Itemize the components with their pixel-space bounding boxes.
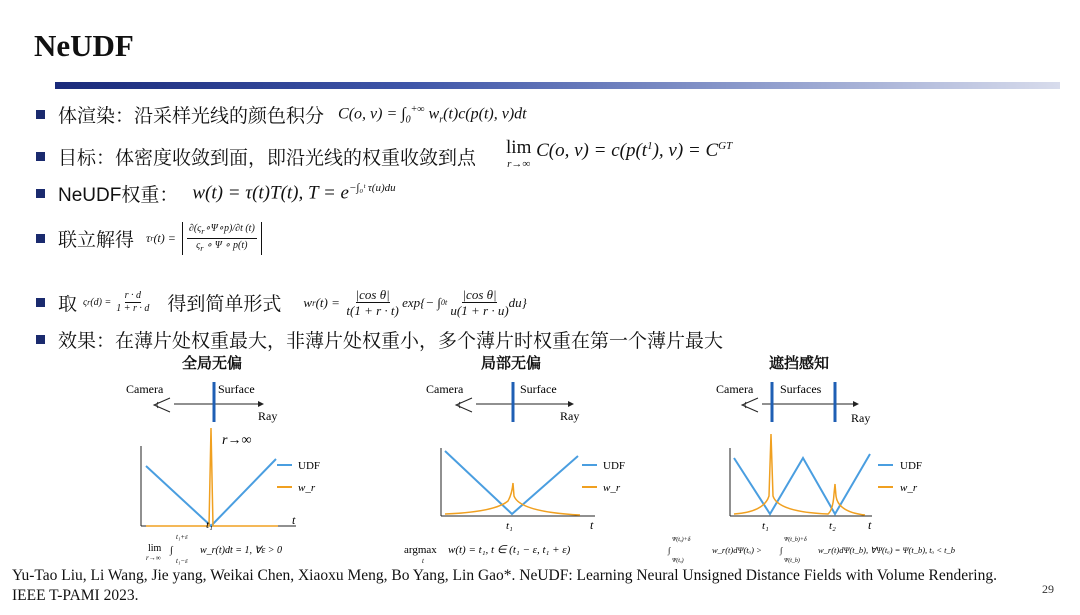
diagram-global-unbiased (118, 376, 333, 566)
weight-curve (734, 434, 865, 515)
svg-text:t₁−ε: t₁−ε (176, 557, 188, 565)
camera-label: Camera (716, 382, 754, 396)
bullet-square-icon (36, 189, 45, 198)
camera-eye-icon (154, 398, 170, 412)
surface-label: Surfaces (780, 382, 822, 396)
bullet-effect (36, 326, 723, 353)
bullet-formula: C(o, $v) = \int_0^{+\infty}$ $w_r(t)c(p(t)$, v)dt (338, 103, 527, 126)
diagram-caption-occlusion-aware: 遮挡感知 (768, 355, 829, 372)
bullet-text-b: 得到简单形式 (167, 294, 282, 315)
svg-text:lim: lim (148, 543, 162, 554)
t1-tick: t₁ (206, 519, 213, 531)
ray-label: Ray (560, 409, 580, 423)
occlusion-aware-formula (667, 536, 955, 564)
camera-lens (157, 402, 158, 408)
t1-tick: t₁ (506, 520, 513, 532)
t1-tick: t₁ (762, 520, 769, 532)
svg-text:r→∞: r→∞ (146, 554, 161, 562)
bullet-square-icon (36, 335, 45, 344)
bullet-take (36, 287, 527, 318)
ray-arrow-icon (568, 401, 574, 407)
local-unbiased-formula (404, 544, 571, 565)
weight-curve (445, 483, 580, 515)
bullet-text: 效果：在薄片处权重最大，非薄片处权重小，多个薄片时权重在第一个薄片最大 (58, 331, 724, 352)
bullet-formula-a: ς r (d) = r · d 1 + r · d (83, 290, 150, 314)
bullet-formula: τ r (t) = $\partial(\varsigma_r\circ\Psi\circ p)/\partial t$ (t) $\varsigma_r$ ∘ Ψ ∘ p(t) (146, 222, 262, 255)
ray-label: Ray (851, 411, 871, 425)
camera-lens (459, 402, 460, 408)
bullet-text: NeUDF权重： (58, 185, 179, 206)
camera-eye-icon (456, 398, 472, 412)
bullet-formula: lim r→∞ C(o, v) = c(p(t $^1$ ), v) = C GT (506, 137, 733, 170)
svg-text:∫: ∫ (668, 545, 671, 555)
surface-label: Surface (218, 382, 255, 396)
udf-curve (734, 454, 870, 514)
bullet-goal (36, 137, 733, 172)
bullet-text: 取 (58, 294, 78, 315)
limit-label: r→∞ (222, 433, 252, 448)
bullet-neudf-weight (36, 180, 396, 207)
svg-text:t: t (422, 557, 424, 565)
camera-label: Camera (126, 382, 164, 396)
legend-udf-label: UDF (603, 460, 626, 472)
svg-text:Ψ(tₐ): Ψ(tₐ) (672, 558, 684, 564)
citation-reference: Yu-Tao Liu, Li Wang, Jie yang, Weikai Chen, Xiaoxu Meng, Bo Yang, Lin Gao*. NeUDF: Learning Neural Unsigned Distance Fields with Volume Rendering. IEEE T-PAMI 2023. (12, 567, 997, 604)
svg-text:w_r(t)dt = 1, ∀ε > 0: w_r(t)dt = 1, ∀ε > 0 (200, 545, 283, 556)
svg-text:Ψ(tₐ)+δ: Ψ(tₐ)+δ (672, 537, 691, 543)
legend-udf-label: UDF (298, 460, 321, 472)
svg-text:Ψ(t_b): Ψ(t_b) (784, 558, 800, 564)
diagram-caption-global-unbiased: 全局无偏 (181, 355, 242, 372)
page-number: 29 (1042, 582, 1054, 596)
camera-label: Camera (426, 382, 464, 396)
bullet-square-icon (36, 234, 45, 243)
svg-text:argmax: argmax (404, 544, 437, 556)
legend-udf-label: UDF (900, 460, 923, 472)
t2-tick: t₂ (829, 520, 836, 532)
bullet-solve (36, 222, 262, 255)
svg-text:∫: ∫ (170, 545, 173, 556)
global-unbiased-formula (146, 533, 282, 565)
bullet-formula: w(t) = τ(t)T(t), $T = e^{-\int_0ᵗ \tau(u)du}$ (192, 182, 396, 204)
camera-eye-icon (742, 398, 758, 412)
title-underline-bar (55, 82, 1060, 89)
camera-lens (745, 402, 746, 408)
svg-text:Ψ(t_b)+δ: Ψ(t_b)+δ (784, 537, 807, 543)
svg-text:w(t) = t₁, t ∈ (t₁ − ε, t₁ + ε: w(t) = t₁, t ∈ (t₁ − ε, t₁ + ε) (448, 544, 571, 556)
ray-label: Ray (258, 409, 278, 423)
bullet-text: 联立解得 (58, 230, 135, 251)
svg-text:w_r(t)dΨ(t_b), ∀Ψ(tₐ) = Ψ(t_b): w_r(t)dΨ(t_b), ∀Ψ(tₐ) = Ψ(t_b), tₐ < t_b (818, 545, 955, 555)
legend-weight-label: w_r (298, 482, 316, 494)
bullet-formula-b: w r (t) = |cos θ| t(1 + r · t) exp{− ∫ 0 t |cos θ| u(1 + r · u) du} (303, 287, 527, 318)
udf-curve (146, 459, 276, 526)
slide-title: NeUDF (34, 28, 134, 63)
udf-curve (445, 451, 578, 514)
svg-text:w_r(t)dΨ(tₐ) >: w_r(t)dΨ(tₐ) > (712, 545, 762, 555)
bullet-square-icon (36, 152, 45, 161)
t-axis-label: t (292, 513, 296, 527)
diagram-occlusion-aware (660, 376, 1005, 566)
bullet-square-icon (36, 110, 45, 119)
svg-text:t₁+ε: t₁+ε (176, 533, 188, 541)
svg-text:∫: ∫ (780, 545, 783, 555)
bullet-square-icon (36, 298, 45, 307)
bullet-volume-rendering (36, 101, 527, 128)
ray-arrow-icon (853, 401, 859, 407)
t-axis-label: t (590, 518, 594, 532)
t-axis-label: t (868, 518, 872, 532)
ray-arrow-icon (258, 401, 264, 407)
diagram-local-unbiased (400, 376, 630, 566)
bullet-text: 体渲染：沿采样光线的颜色积分 (58, 106, 325, 127)
bullet-text: 目标：体密度收敛到面，即沿光线的权重收敛到点 (58, 147, 477, 169)
diagram-caption-local-unbiased: 局部无偏 (480, 355, 541, 372)
surface-label: Surface (520, 382, 557, 396)
legend-weight-label: w_r (603, 482, 621, 494)
legend-weight-label: w_r (900, 482, 918, 494)
